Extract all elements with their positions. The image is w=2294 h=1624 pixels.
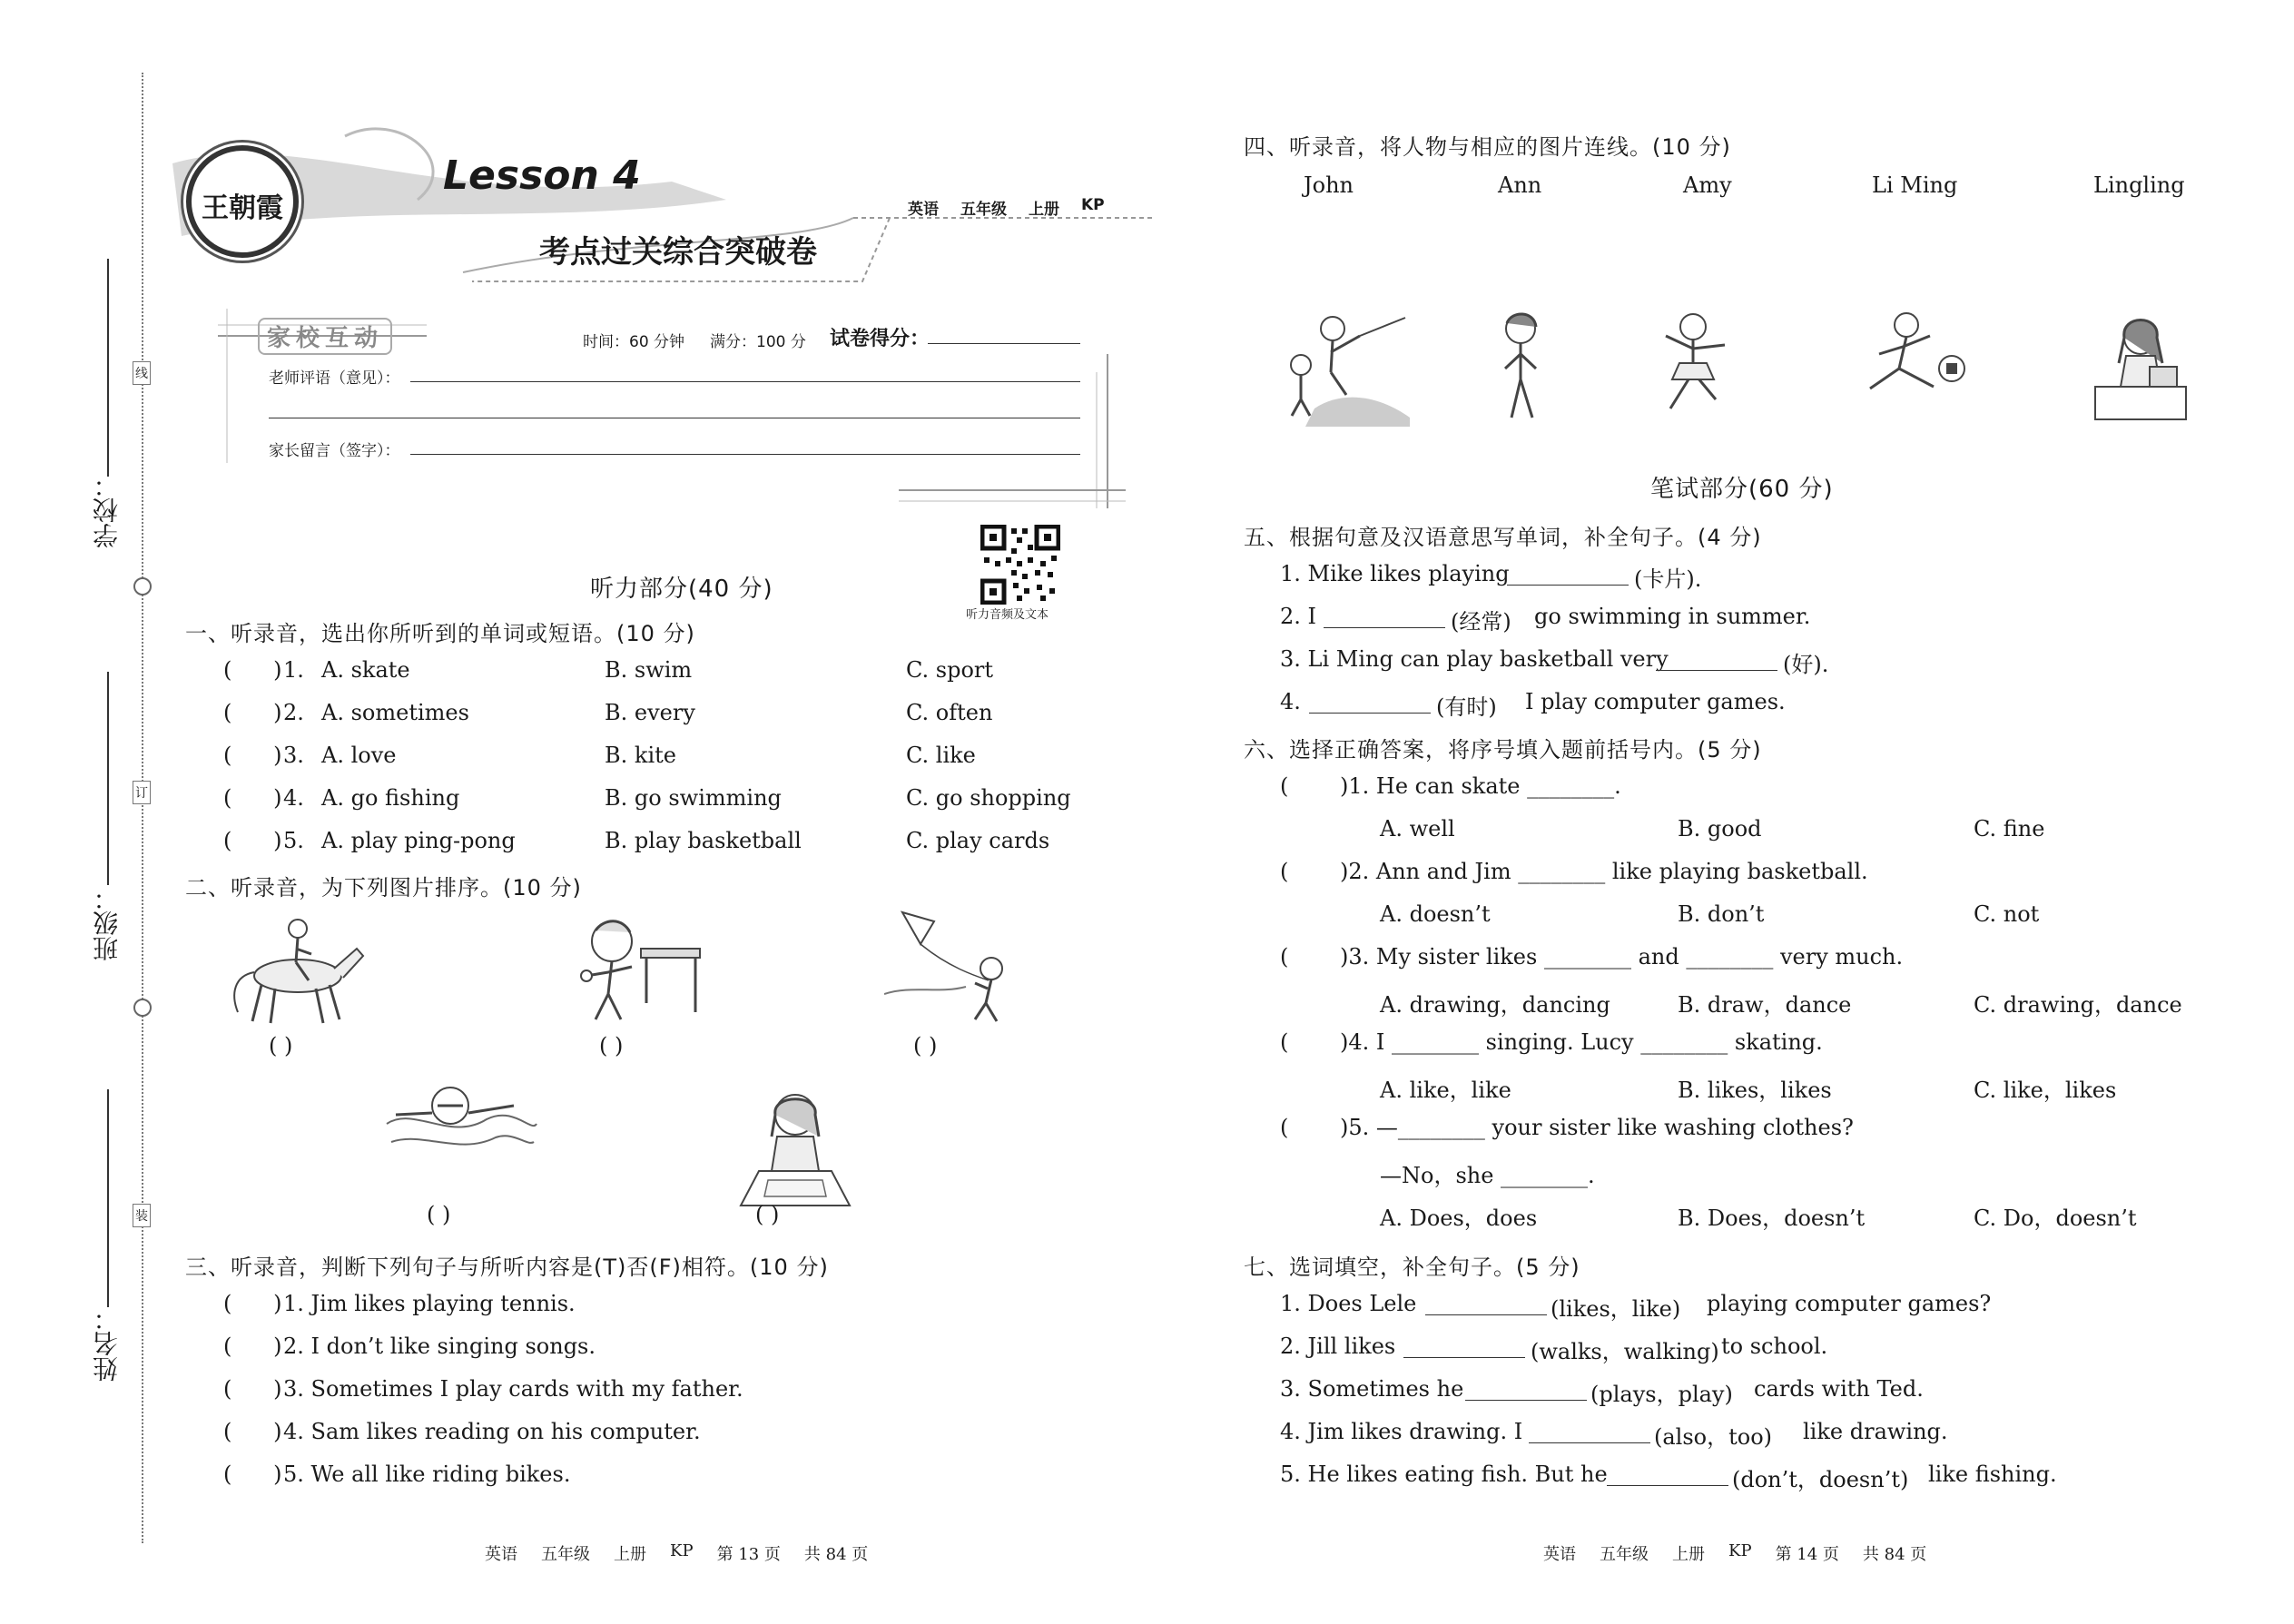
school-line [107,259,109,477]
answer-bracket[interactable]: ( ) [223,1419,282,1444]
q3-title: 三、听录音，判断下列句子与所听内容是(T)否(F)相符。(10 分) [185,1255,829,1280]
q6-title: 六、选择正确答案，将序号填入题前括号内。(5 分) [1244,737,1762,763]
binding-hole [133,999,152,1017]
school-label: 学校： [92,472,122,548]
option-c: C. go shopping [906,785,1071,811]
teacher-comment-label: 老师评语（意见）： [269,369,400,388]
option-a: A. skate [321,657,410,683]
home-school-label: 家校互动 [258,318,392,355]
option-b: B. likes，likes [1678,1078,1832,1103]
option-b: B. go swimming [605,785,782,811]
q1-title: 一、听录音，选出你所听到的单词或短语。(10 分) [185,621,695,646]
option-c: C. fine [1974,816,2045,842]
lesson-title: Lesson 4 [443,153,641,199]
option-a: A. sometimes [321,700,469,725]
answer-bracket[interactable]: ( [1280,773,1331,799]
qr-code-icon[interactable] [980,525,1060,605]
option-c: C. sport [906,657,994,683]
exam-score-label: 试卷得分： [830,328,930,350]
q2-bracket[interactable]: ( ) [599,1033,624,1058]
option-b: B. Does，doesn’t [1678,1206,1866,1231]
answer-bracket[interactable]: ( ) [223,1334,282,1359]
tag-subject: 英语 [908,201,939,219]
binding-dotted-line [142,73,143,1543]
answer-bracket[interactable]: ( ) [223,1376,282,1402]
option-a: A. play ping-pong [321,828,516,853]
swimming-picture [378,1078,541,1169]
option-a: A. love [321,743,397,768]
q7-blank-2[interactable] [1403,1357,1525,1358]
option-c: C. play cards [906,828,1050,853]
football-picture [1843,309,1979,427]
logo-text: 王朝霞 [202,192,283,224]
tag-term: 上册 [1029,201,1059,219]
q5-hint: (经常) [1451,609,1511,635]
item-number: 5. [283,828,304,853]
q5-hint: (卡片). [1634,566,1702,592]
q4-title: 四、听录音，将人物与相应的图片连线。(10 分) [1244,134,1731,160]
q7-sentence-start: 4. Jim likes drawing. I [1280,1419,1523,1444]
q5-hint: (好). [1783,652,1829,677]
binding-tag: 装 [133,1204,151,1227]
q7-hint: (don’t，doesn’t) [1732,1467,1909,1492]
q7-sentence-end: to school. [1721,1334,1828,1359]
answer-bracket[interactable]: ( [1280,1115,1331,1140]
footer-term: 上册 [1672,1545,1705,1564]
footer-subject: 英语 [485,1545,517,1564]
binding-hole [133,577,152,595]
tag-grade: 五年级 [960,201,1007,219]
answer-bracket[interactable]: ( ) [223,1462,282,1487]
q7-title: 七、选词填空，补全句子。(5 分) [1244,1255,1580,1280]
option-b: B. swim [605,657,693,683]
question-text: )3. My sister likes ________ and ________ very much. [1340,944,1904,969]
class-line [107,672,109,885]
answer-bracket[interactable]: ( ) [223,700,282,725]
q7-sentence-start: 1. Does Lele [1280,1291,1417,1316]
q7-blank-3[interactable] [1465,1400,1587,1401]
q7-blank-4[interactable] [1529,1442,1650,1443]
q5-sentence-end: go swimming in summer. [1534,604,1811,629]
option-b: B. draw，dance [1678,992,1852,1018]
answer-bracket[interactable]: ( [1280,944,1331,969]
footer-kp: KP [1728,1541,1752,1560]
brand-logo [186,145,299,258]
writing-section-title: 笔试部分(60 分) [1650,476,1834,503]
footer-term: 上册 [614,1545,646,1564]
option-a: A. like，like [1380,1078,1511,1103]
exam-full-score: 满分：100 分 [710,333,806,351]
footer-total: 共 84 页 [803,1545,869,1564]
option-c: C. drawing，dance [1974,992,2182,1018]
q7-hint: (likes，like) [1551,1296,1681,1322]
exam-score-field[interactable] [928,343,1080,344]
person-name: Amy [1683,172,1732,198]
listening-section-title: 听力部分(40 分) [590,576,773,603]
q7-sentence-end: playing computer games? [1707,1291,1992,1316]
footer-subject: 英语 [1543,1545,1576,1564]
q5-sentence-start: 3. Li Ming can play basketball very [1280,646,1669,672]
q2-bracket[interactable]: ( ) [427,1202,451,1227]
exam-time: 时间：60 分钟 [583,333,685,351]
footer-grade: 五年级 [1600,1545,1649,1564]
q7-sentence-start: 5. He likes eating fish. But he [1280,1462,1608,1487]
drawing-picture [732,1089,859,1207]
option-a: A. Does，does [1380,1206,1538,1231]
answer-bracket[interactable]: ( ) [223,1291,282,1316]
option-a: A. go fishing [321,785,460,811]
option-b: B. kite [605,743,676,768]
option-b: B. don’t [1678,901,1765,927]
class-label: 班级： [92,885,122,961]
answer-bracket[interactable]: ( [1280,859,1331,884]
option-c: C. like，likes [1974,1078,2117,1103]
parent-comment-label: 家长留言（签字）： [269,442,400,460]
q5-hint: (有时) [1436,694,1497,720]
person-name: Lingling [2093,172,2185,198]
answer-bracket[interactable]: ( ) [223,743,282,768]
option-a: A. drawing，dancing [1380,992,1610,1018]
option-b: B. play basketball [605,828,802,853]
parent-comment-field[interactable] [410,454,1080,455]
option-c: C. often [906,700,993,725]
q5-title: 五、根据句意及汉语意思写单词，补全句子。(4 分) [1244,525,1762,550]
computer-girl-picture [2086,309,2195,427]
statement: 1. Jim likes playing tennis. [283,1291,576,1316]
q5-sentence-start: 4. [1280,689,1301,714]
person-name: John [1304,172,1354,198]
qr-caption: 听力音频及文本 [966,608,1049,622]
option-c: C. like [906,743,976,768]
footer-kp: KP [670,1541,694,1560]
answer-bracket[interactable]: ( ) [223,657,282,683]
q7-blank-5[interactable] [1607,1485,1728,1486]
item-number: 1. [283,657,304,683]
name-line [107,1089,109,1307]
page-footer-right [1543,1541,1926,1565]
q5-blank-1[interactable] [1507,585,1629,586]
person-name: Li Ming [1872,172,1958,198]
statement: 3. Sometimes I play cards with my father. [283,1376,743,1402]
header-tags [908,196,1105,219]
q2-bracket[interactable]: ( ) [269,1033,293,1058]
person-name: Ann [1498,172,1542,198]
q5-blank-4[interactable] [1309,713,1431,714]
option-c: C. Do，doesn’t [1974,1206,2137,1231]
q5-blank-2[interactable] [1324,627,1445,628]
footer-page: 第 14 页 [1775,1545,1839,1564]
ping-pong-picture [568,912,704,1030]
kite-flying-picture [884,903,1020,1030]
statement: 2. I don’t like singing songs. [283,1334,596,1359]
item-number: 2. [283,700,304,725]
fishing-picture [1278,309,1414,427]
statement: 5. We all like riding bikes. [283,1462,571,1487]
footer-page: 第 13 页 [716,1545,781,1564]
q7-sentence-end: like fishing. [1928,1462,2057,1487]
q2-bracket[interactable]: ( ) [755,1202,780,1227]
question-text-reply: —No，she ________. [1380,1163,1595,1188]
option-a: A. doesn’t [1380,901,1491,927]
q7-hint: (walks，walking) [1531,1339,1719,1364]
footer-grade: 五年级 [541,1545,590,1564]
binding-tag: 订 [133,781,151,804]
page-footer-left [485,1541,868,1565]
q7-hint: (also，too) [1654,1424,1773,1450]
q7-sentence-end: cards with Ted. [1754,1376,1924,1402]
name-label: 姓名： [92,1305,122,1382]
question-text: )5. —________ your sister like washing clothes? [1340,1115,1854,1140]
answer-bracket[interactable]: ( ) [223,828,282,853]
horse-riding-picture [225,912,370,1030]
option-b: B. good [1678,816,1762,842]
question-text: )2. Ann and Jim ________ like playing basketball. [1340,859,1868,884]
question-text: )1. He can skate ________. [1340,773,1621,799]
teacher-comment-field[interactable] [410,381,1080,382]
q5-sentence-end: I play computer games. [1525,689,1786,714]
answer-bracket[interactable]: ( ) [223,785,282,811]
option-b: B. every [605,700,695,725]
statement: 4. Sam likes reading on his computer. [283,1419,701,1444]
option-a: A. well [1380,816,1455,842]
q2-title: 二、听录音，为下列图片排序。(10 分) [185,875,582,901]
q5-blank-3[interactable] [1656,670,1777,671]
q5-sentence-start: 2. I [1280,604,1317,629]
q7-sentence-start: 2. Jill likes [1280,1334,1396,1359]
q5-sentence-start: 1. Mike likes playing [1280,561,1510,586]
dancing-girl-picture [1643,309,1743,427]
q7-blank-1[interactable] [1425,1314,1547,1315]
answer-bracket[interactable]: ( [1280,1029,1331,1055]
q2-bracket[interactable]: ( ) [913,1033,938,1058]
footer-total: 共 84 页 [1862,1545,1927,1564]
item-number: 4. [283,785,304,811]
item-number: 3. [283,743,304,768]
q7-hint: (plays，play) [1590,1382,1733,1407]
q7-sentence-start: 3. Sometimes he [1280,1376,1464,1402]
tag-kp: KP [1081,196,1105,214]
exam-subtitle: 考点过关综合突破卷 [539,234,817,271]
question-text: )4. I ________ singing. Lucy ________ skating. [1340,1029,1823,1055]
walking-girl-picture [1471,309,1570,427]
q7-sentence-end: like drawing. [1803,1419,1948,1444]
binding-tag: 线 [133,361,151,385]
option-c: C. not [1974,901,2040,927]
